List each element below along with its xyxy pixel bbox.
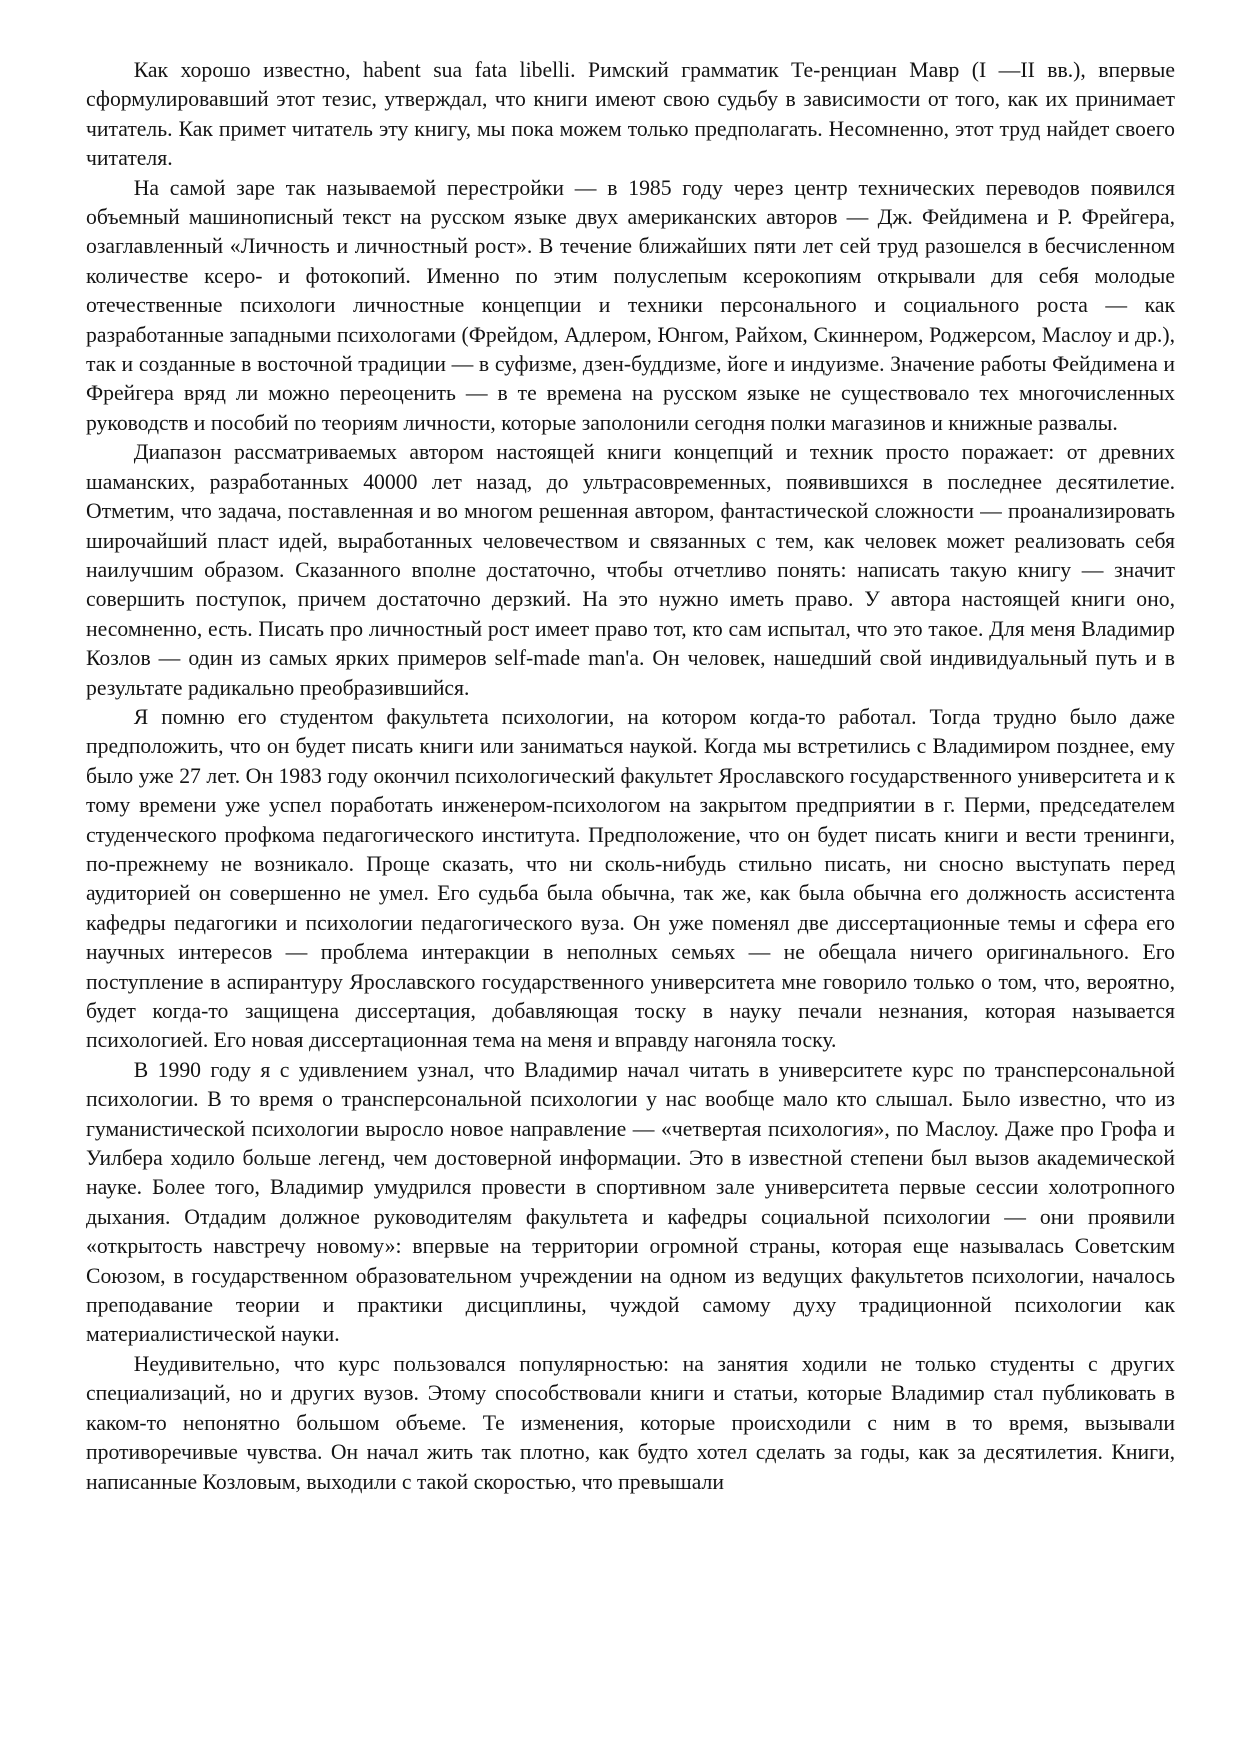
document-page [86,56,1175,1497]
paragraph-student: Я помню его студентом факультета психологии, на котором когда-то работал. Тогда трудно было даже предположить, что он будет писать книги или заниматься наукой. Когда мы встретились с Владимиром позднее, ему было уже 27 лет. Он 1983 году окончил психологический факультет Ярославского государственного университета и к тому времени уже успел поработать инженером-психологом на закрытом предприятии в г. Перми, председателем студенческого профкома педагогического института. Предположение, что он будет писать книги и вести тренинги, по-прежнему не возникало. Проще сказать, что ни сколь-нибудь стильно писать, ни сносно выступать перед аудиторией он совершенно не умел. Его судьба была обычна, так же, как была обычна его должность ассистента кафедры педагогики и психологии педагогического вуза. Он уже поменял две диссертационные темы и сфера его научных интересов — проблема интеракции в неполных семьях — не обещала ничего оригинального. Его поступление в аспирантуру Ярославского государственного университета мне говорило только о том, что, вероятно, будет когда-то защищена диссертация, добавляющая тоску в науку печали незнания, которая называется психологией. Его новая диссертационная тема на меня и вправду нагоняла тоску. [86,704,1175,1053]
paragraph-course: Неудивительно, что курс пользовался популярностью: на занятия ходили не только студенты с других специализаций, но и других вузов. Этому способствовали книги и статьи, которые Владимир стал публиковать в каком-то непонятно большом объеме. Те изменения, которые происходили с ним в то время, вызывали противоречивые чувства. Он начал жить так плотно, как будто хотел сделать за годы, как за десятилетия. Книги, написанные Козловым, выходили с такой скоростью, что превышали [86,1351,1175,1494]
paragraph-perestroika: На самой заре так называемой перестройки — в 1985 году через центр технических переводов появился объемный машинописный текст на русском языке двух американских авторов — Дж. Фейдимена и Р. Фрейгера, озаглавленный «Личность и личностный рост». В течение ближайших пяти лет сей труд разошелся в бесчисленном количестве ксеро- и фотокопий. Именно по этим полуслепым ксерокопиям открывали для себя молодые отечественные психологи личностные концепции и техники персонального и социального роста — как разработанные западными психологами (Фрейдом, Адлером, Юнгом, Райхом, Скиннером, Роджерсом, Маслоу и др.), так и созданные в восточной традиции — в суфизме, дзен-буддизме, йоге и индуизме. Значение работы Фейдимена и Фрейгера вряд ли можно переоценить — в те времена на русском языке не существовало тех многочисленных руководств и пособий по теориям личности, которые заполонили сегодня полки магазинов и книжные развалы. [86,175,1175,435]
paragraph-range: Диапазон рассматриваемых автором настоящей книги концепций и техник просто поражает: от древних шаманских, разработанных 40000 лет назад, до ультрасовременных, появившихся в последнее десятилетие. Отметим, что задача, поставленная и во многом решенная автором, фантастической сложности — проанализировать широчайший пласт идей, выработанных человечеством и связанных с тем, как человек может реализовать себя наилучшим образом. Сказанного вполне достаточно, чтобы отчетливо понять: написать такую книгу — значит совершить поступок, причем достаточно дерзкий. На это нужно иметь право. У автора настоящей книги оно, несомненно, есть. Писать про личностный рост имеет право тот, кто сам испытал, что это такое. Для меня Владимир Козлов — один из самых ярких примеров self-made man'a. Он человек, нашедший свой индивидуальный путь и в результате радикально преобразившийся. [86,440,1175,700]
paragraph-1990: В 1990 году я с удивлением узнал, что Владимир начал читать в университете курс по трансперсональной психологии. В то время о трансперсональной психологии у нас вообще мало кто слышал. Было известно, что из гуманистической психологии выросло новое направление — «четвертая психология», по Маслоу. Даже про Грофа и Уилбера ходило больше легенд, чем достоверной информации. Это в известной степени был вызов академической науке. Более того, Владимир умудрился провести в спортивном зале университета первые сессии холотропного дыхания. Отдадим должное руководителям факультета и кафедры социальной психологии — они проявили «открытость навстречу новому»: впервые на территории огромной страны, которая еще называлась Советским Союзом, в государственном образовательном учреждении на одном из ведущих факультетов психологии, началось преподавание теории и практики дисциплины, чуждой самому духу традиционной психологии как материалистической науки. [86,1057,1175,1347]
paragraph-intro: Как хорошо известно, habent sua fata libelli. Римский грамматик Те-ренциан Мавр (I —II вв.), впервые сформулировавший этот тезис, утверждал, что книги имеют свою судьбу в зависимости от того, как их принимает читатель. Как примет читатель эту книгу, мы пока можем только предполагать. Несомненно, этот труд найдет своего читателя. [86,58,1175,171]
